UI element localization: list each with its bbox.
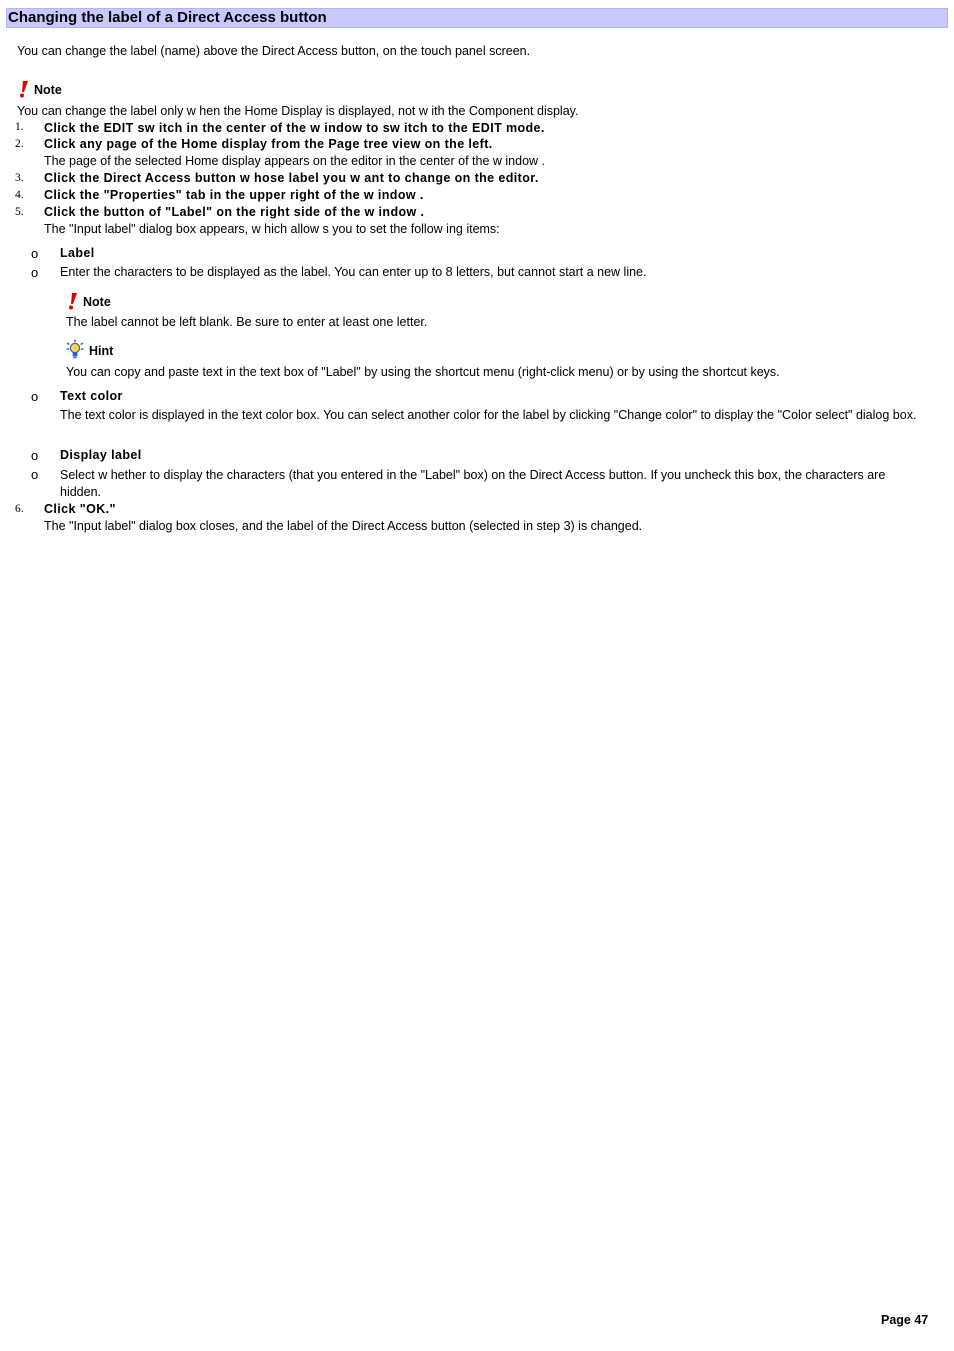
step-text: Click "OK.": [44, 502, 116, 516]
lightbulb-icon: [66, 339, 84, 359]
step-text: Click the Direct Access button w hose label you w ant to change on the editor.: [44, 171, 539, 185]
note-heading: Note: [34, 83, 62, 97]
hint-text: You can copy and paste text in the text box of "Label" by using the shortcut menu (right-click menu) or by using the shortcut keys.: [66, 365, 780, 379]
note-text: You can change the label only w hen the Home Display is displayed, not w ith the Component display.: [17, 104, 579, 118]
step-number: 5.: [15, 206, 24, 218]
step-detail: The "Input label" dialog box appears, w hich allow s you to set the follow ing items:: [44, 222, 500, 236]
step-text: Click the button of "Label" on the right side of the w indow .: [44, 205, 425, 219]
item-title-display: Display label: [60, 448, 142, 462]
exclamation-icon: [18, 80, 30, 98]
step-text: Click any page of the Home display from the Page tree view on the left.: [44, 137, 493, 151]
list-bullet: o: [31, 265, 39, 280]
exclamation-icon: [67, 292, 79, 310]
page-title: Changing the label of a Direct Access button: [8, 9, 327, 26]
step-number: 3.: [15, 172, 24, 184]
page-number: Page 47: [881, 1313, 929, 1327]
step-number: 2.: [15, 138, 24, 150]
step-detail: The "Input label" dialog box closes, and the label of the Direct Access button (selected in step 3) is changed.: [44, 519, 643, 533]
step-text: Click the "Properties" tab in the upper right of the w indow .: [44, 188, 424, 202]
item-text-label: Enter the characters to be displayed as the label. You can enter up to 8 letters, but cannot start a new line.: [60, 265, 647, 279]
list-bullet: o: [31, 389, 39, 404]
intro-text: You can change the label (name) above the Direct Access button, on the touch panel screen.: [17, 44, 531, 58]
step-number: 4.: [15, 189, 24, 201]
note-heading: Note: [83, 295, 111, 309]
list-bullet: o: [31, 448, 39, 463]
note-text: The label cannot be left blank. Be sure to enter at least one letter.: [66, 315, 428, 329]
step-text: Click the EDIT sw itch in the center of the w indow to sw itch to the EDIT mode.: [44, 121, 545, 135]
item-title-textcolor: Text color: [60, 389, 123, 403]
list-bullet: o: [31, 246, 39, 261]
step-detail: The page of the selected Home display appears on the editor in the center of the w indow .: [44, 154, 546, 168]
item-text-display: Select w hether to display the characters (that you entered in the "Label" box) on the Direct Access button. If you uncheck this box, the characters are hidden.: [60, 468, 886, 499]
item-title-label: Label: [60, 246, 95, 260]
step-number: 1.: [15, 121, 24, 133]
title-bar: [6, 8, 948, 28]
step-number: 6.: [15, 503, 24, 515]
list-bullet: o: [31, 467, 39, 482]
hint-heading: Hint: [89, 344, 114, 358]
item-text-textcolor: The text color is displayed in the text color box. You can select another color for the label by clicking "Change color" to display the "Color select" dialog box.: [60, 408, 917, 422]
